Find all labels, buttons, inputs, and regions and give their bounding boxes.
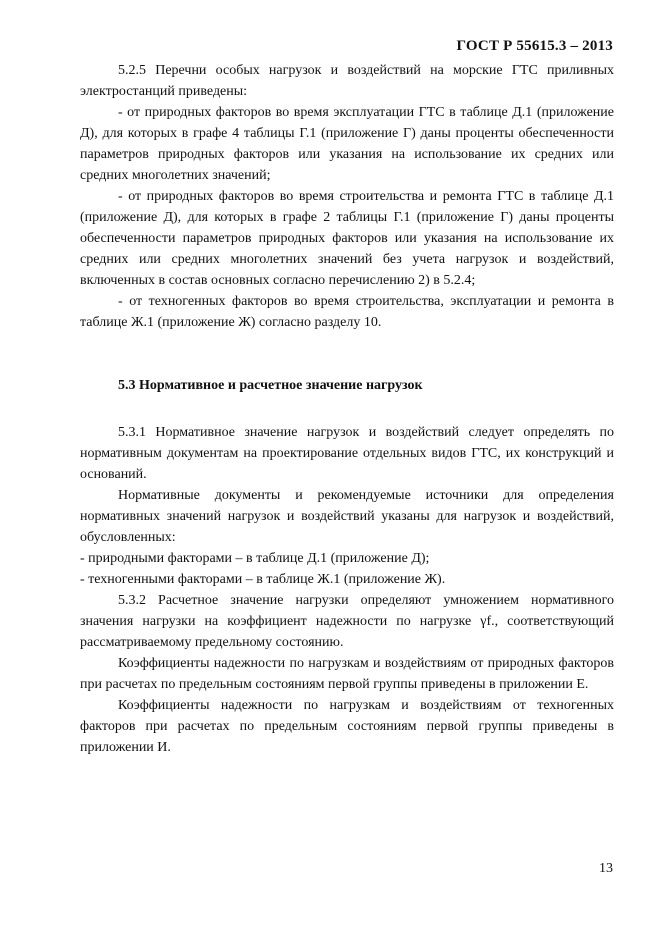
list-item: - природными факторами – в таблице Д.1 (приложение Д); — [80, 551, 430, 566]
document-body — [80, 60, 614, 758]
list-item: - от природных факторов во время эксплуатации ГТС в таблице Д.1 (приложение Д), для которых в графе 4 таблицы Г.1 (приложение Г) даны проценты обеспеченности параметров природных факторов или указания на использование их средних или средних многолетних значений; — [80, 105, 614, 183]
section-heading: 5.3 Нормативное и расчетное значение нагрузок — [118, 378, 423, 393]
page-number: 13 — [599, 861, 613, 876]
list-item: - от техногенных факторов во время строительства, эксплуатации и ремонта в таблице Ж.1 (приложение Ж) согласно разделу 10. — [80, 294, 614, 330]
paragraph: Коэффициенты надежности по нагрузкам и воздействиям от природных факторов при расчетах по предельным состояниям первой группы приведены в приложении Е. — [80, 656, 614, 692]
list-item: - техногенными факторами – в таблице Ж.1 (приложение Ж). — [80, 572, 446, 587]
paragraph-5-3-1: 5.3.1 Нормативное значение нагрузок и воздействий следует определять по нормативным документам на проектирование отдельных видов ГТС, их конструкций и оснований. — [80, 425, 614, 482]
paragraph: Нормативные документы и рекомендуемые источники для определения нормативных значений нагрузок и воздействий указаны для нагрузок и воздействий, обусловленных: — [80, 488, 614, 545]
document-header: ГОСТ Р 55615.3 – 2013 — [456, 38, 613, 54]
paragraph-5-2-5: 5.2.5 Перечни особых нагрузок и воздействий на морские ГТС приливных электростанций приведены: — [80, 63, 614, 99]
paragraph-5-3-2: 5.3.2 Расчетное значение нагрузки определяют умножением нормативного значения нагрузки на коэффициент надежности по нагрузке γf., соответствующий рассматриваемому предельному состоянию. — [80, 593, 614, 650]
paragraph: Коэффициенты надежности по нагрузкам и воздействиям от техногенных факторов при расчетах по предельным состояниям первой группы приведены в приложении И. — [80, 698, 614, 755]
list-item: - от природных факторов во время строительства и ремонта ГТС в таблице Д.1 (приложение Д), для которых в графе 2 таблицы Г.1 (приложение Г) даны проценты обеспеченности параметров природных факторов или указания на использование их средних или средних многолетних значений без учета нагрузок и воздействий, включенных в состав основных согласно перечислению 2) в 5.2.4; — [80, 189, 614, 288]
